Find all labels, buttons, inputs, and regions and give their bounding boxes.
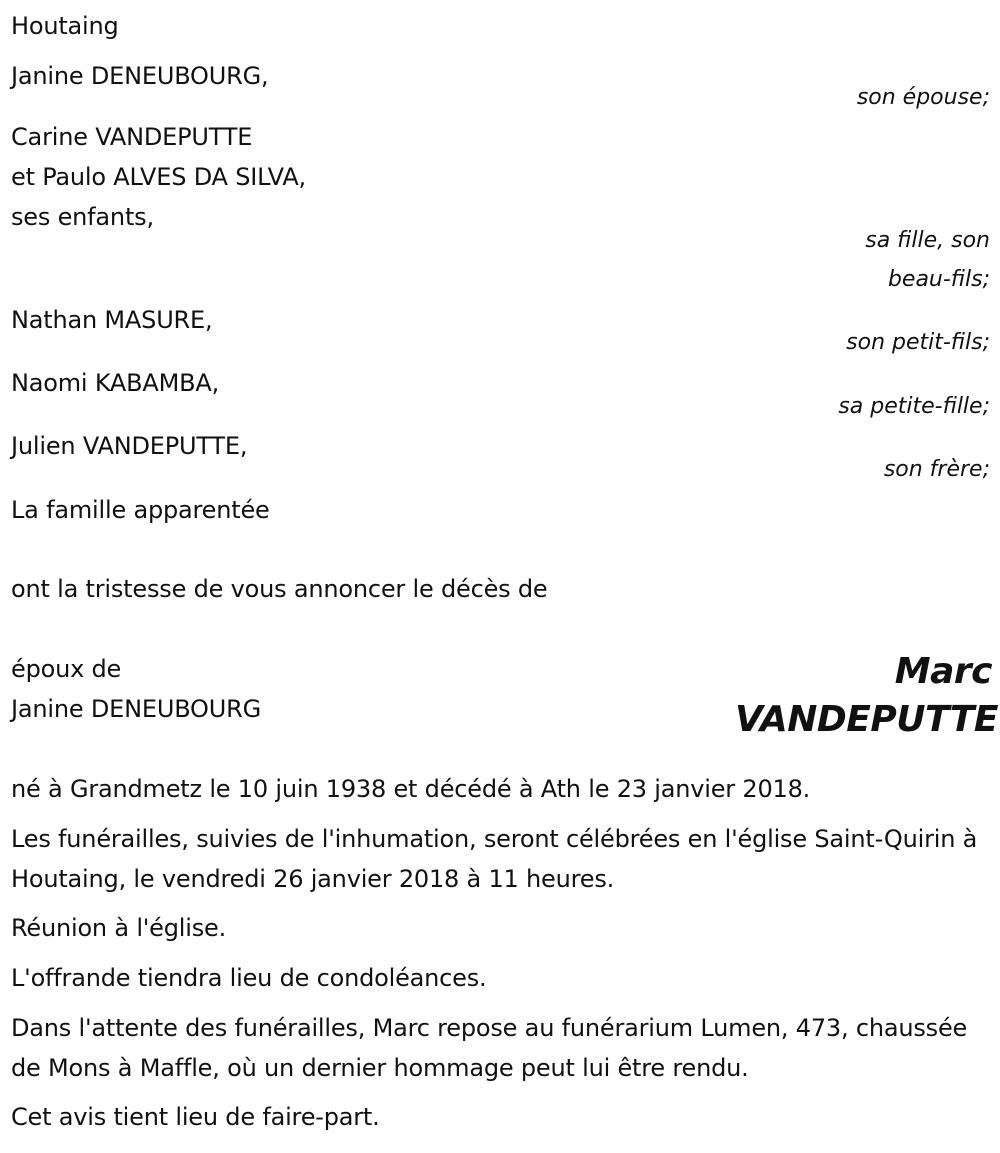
announcement-text: ont la tristesse de vous annoncer le décès de bbox=[11, 575, 548, 603]
relation-grandson: son petit-fils; bbox=[846, 330, 990, 355]
relation-children-line2: beau-fils; bbox=[887, 267, 990, 292]
relation-children-line1: sa fille, son bbox=[865, 228, 990, 253]
family-member-granddaughter: Naomi KABAMBA, bbox=[11, 369, 220, 397]
offering-paragraph: L'offrande tiendra lieu de condoléances. bbox=[11, 964, 487, 992]
family-member-spouse: Janine DENEUBOURG, bbox=[11, 62, 269, 90]
spouse-of-label: époux de bbox=[11, 655, 122, 683]
birth-death-paragraph: né à Grandmetz le 10 juin 1938 et décédé à Ath le 23 janvier 2018. bbox=[11, 775, 811, 803]
family-member-child: Carine VANDEPUTTE bbox=[11, 123, 253, 151]
extended-family: La famille apparentée bbox=[11, 496, 270, 524]
deceased-first-name: Marc bbox=[894, 651, 992, 692]
relation-granddaughter: sa petite-fille; bbox=[838, 394, 990, 419]
family-children-label: ses enfants, bbox=[11, 203, 154, 231]
spouse-of-name: Janine DENEUBOURG bbox=[11, 695, 261, 723]
family-member-child-partner: et Paulo ALVES DA SILVA, bbox=[11, 163, 306, 191]
funerarium-paragraph: Dans l'attente des funérailles, Marc repose au funérarium Lumen, 473, chaussée de Mons à Maffle, où un dernier hommage peut lui être rendu. bbox=[11, 1014, 968, 1082]
relation-spouse: son épouse; bbox=[856, 85, 990, 110]
relation-brother: son frère; bbox=[883, 457, 990, 482]
funeral-paragraph: Les funérailles, suivies de l'inhumation, seront célébrées en l'église Saint-Quirin à Houtaing, le vendredi 26 janvier 2018 à 11 heures. bbox=[11, 825, 978, 893]
family-member-brother: Julien VANDEPUTTE, bbox=[11, 432, 248, 460]
location: Houtaing bbox=[11, 12, 119, 40]
notice-paragraph: Cet avis tient lieu de faire-part. bbox=[11, 1103, 380, 1131]
family-member-grandson: Nathan MASURE, bbox=[11, 306, 213, 334]
meeting-paragraph: Réunion à l'église. bbox=[11, 914, 227, 942]
deceased-last-name: VANDEPUTTE bbox=[734, 699, 998, 740]
